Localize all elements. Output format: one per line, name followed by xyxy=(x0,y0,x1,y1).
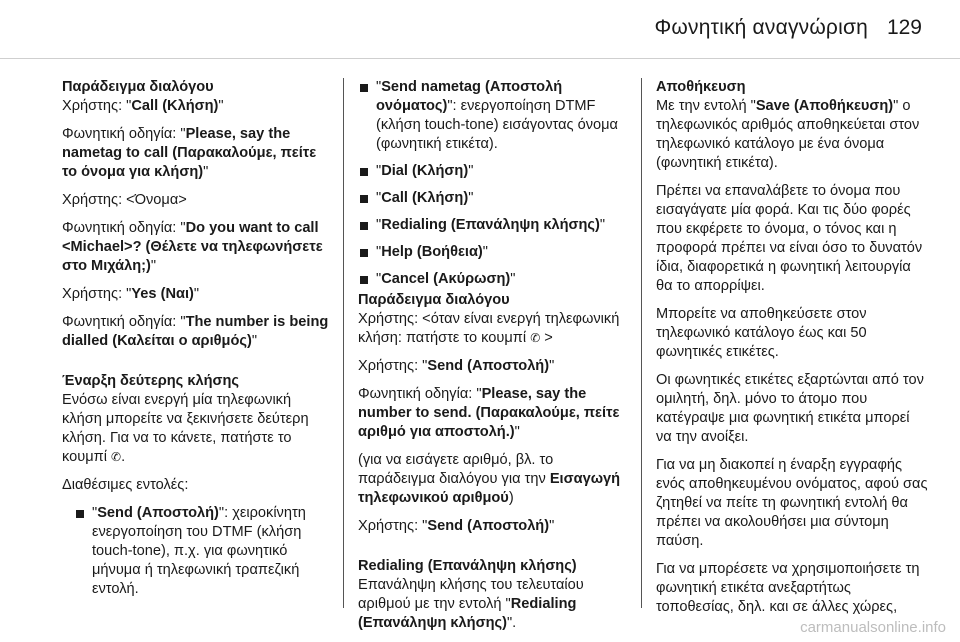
dialog-line: Χρήστης: "Send (Αποστολή)" xyxy=(358,518,555,534)
section-heading-dialog-example: Παράδειγμα διαλόγου xyxy=(358,292,510,308)
dialog-line: Φωνητική οδηγία: "Please, say the number to send. (Παρακαλούμε, πείτε αριθμό για αποστολή.)" xyxy=(358,386,620,440)
column-1 xyxy=(62,78,332,607)
dialog-line: Χρήστης: <όταν είναι ενεργή τηλεφωνική κλήση: πατήστε το κουμπί ✆ > xyxy=(358,311,620,346)
section-heading-redialing: Redialing (Επανάληψη κλήσης) xyxy=(358,558,577,574)
page-header xyxy=(0,0,960,62)
paragraph: Οι φωνητικές ετικέτες εξαρτώνται από τον ομιλητή, δηλ. μόνο το άτομο που κατέγραψε μια φωνητική ετικέτα μπορεί να την ανοίξει. xyxy=(656,372,924,445)
dialog-line: Χρήστης: <Όνομα> xyxy=(62,192,187,208)
command-list xyxy=(74,504,332,599)
header-rule xyxy=(0,58,960,59)
section-heading-save: Αποθήκευση xyxy=(656,79,746,95)
list-item: "Cancel (Ακύρωση)" xyxy=(358,270,630,289)
list-item: "Send nametag (Αποστολή ονόματος)": ενεργοποίηση DTMF (κλήση touch-tone) εισάγοντας όνομα (φωνητική ετικέτα). xyxy=(358,78,630,154)
list-item: "Call (Κλήση)" xyxy=(358,189,630,208)
column-divider-2 xyxy=(641,78,642,608)
column-2 xyxy=(358,78,630,642)
dialog-line: Χρήστης: "Call (Κλήση)" xyxy=(62,98,224,114)
phone-icon: ✆ xyxy=(530,331,541,345)
page-title: Φωνητική αναγνώριση xyxy=(654,16,868,39)
paragraph: Ενόσω είναι ενεργή μία τηλεφωνική κλήση μπορείτε να ξεκινήσετε δεύτερη κλήση. Για να το κάνετε, πατήστε το κουμπί ✆. xyxy=(62,392,309,465)
paragraph: Μπορείτε να αποθηκεύσετε στον τηλεφωνικό κατάλογο έως και 50 φωνητικές ετικέτες. xyxy=(656,306,867,360)
list-item: "Send (Αποστολή)": χειροκίνητη ενεργοποίηση του DTMF (κλήση touch-tone), π.χ. για φωνητικό μήνυμα ή τηλεφωνική τραπεζική εντολή. xyxy=(74,504,332,599)
paragraph: Για να μπορέσετε να χρησιμοποιήσετε τη φωνητική ετικέτα ανεξαρτήτως τοποθεσίας, δηλ. και σε άλλες χώρες, xyxy=(656,561,920,615)
list-item: "Help (Βοήθεια)" xyxy=(358,243,630,262)
command-list xyxy=(358,78,630,289)
list-item: "Dial (Κλήση)" xyxy=(358,162,630,181)
dialog-line: Χρήστης: "Yes (Ναι)" xyxy=(62,286,200,302)
column-divider-1 xyxy=(343,78,344,608)
watermark: carmanualsonline.info xyxy=(800,619,946,636)
column-3 xyxy=(656,78,928,617)
dialog-line: Φωνητική οδηγία: "Please, say the nametag to call (Παρακαλούμε, πείτε το όνομα για κλήση)" xyxy=(62,126,317,180)
section-heading-second-call: Έναρξη δεύτερης κλήσης xyxy=(62,373,239,389)
list-item: "Redialing (Επανάληψη κλήσης)" xyxy=(358,216,630,235)
paragraph: Με την εντολή "Save (Αποθήκευση)" ο τηλεφωνικός αριθμός αποθηκεύεται στον τηλεφωνικό κατάλογο με ένα όνομα (φωνητική ετικέτα). xyxy=(656,98,920,171)
paragraph: Διαθέσιμες εντολές: xyxy=(62,477,189,493)
paragraph: Για να μη διακοπεί η έναρξη εγγραφής ενός αποθηκευμένου ονόματος, αφού σας ζητηθεί να πείτε τη φωνητική εντολή θα πρέπει να ακολουθήσει μια σύντομη παύση. xyxy=(656,457,928,549)
dialog-line: (για να εισάγετε αριθμό, βλ. το παράδειγμα διαλόγου για την Εισαγωγή τηλεφωνικού αριθμού) xyxy=(358,452,621,506)
paragraph: Επανάληψη κλήσης του τελευταίου αριθμού με την εντολή "Redialing (Επανάληψη κλήσης)". xyxy=(358,577,584,631)
phone-icon: ✆ xyxy=(111,450,122,464)
dialog-line: Φωνητική οδηγία: "Do you want to call <Michael>? (Θέλετε να τηλεφωνήσετε στο Μιχάλη;)" xyxy=(62,220,323,274)
dialog-line: Χρήστης: "Send (Αποστολή)" xyxy=(358,358,555,374)
section-heading-dialog-example: Παράδειγμα διαλόγου xyxy=(62,79,214,95)
paragraph: Πρέπει να επαναλάβετε το όνομα που εισαγάγατε μία φορά. Και τις δύο φορές που εκφέρετε το όνομα, ο τόνος και η προφορά πρέπει να είναι όσο το δυνατόν ίδια, διαφορετικά η φωνητική λειτουργία θα το απορρίψει. xyxy=(656,183,923,294)
dialog-line: Φωνητική οδηγία: "The number is being dialled (Καλείται ο αριθμός)" xyxy=(62,314,329,349)
page-number: 129 xyxy=(886,16,922,39)
